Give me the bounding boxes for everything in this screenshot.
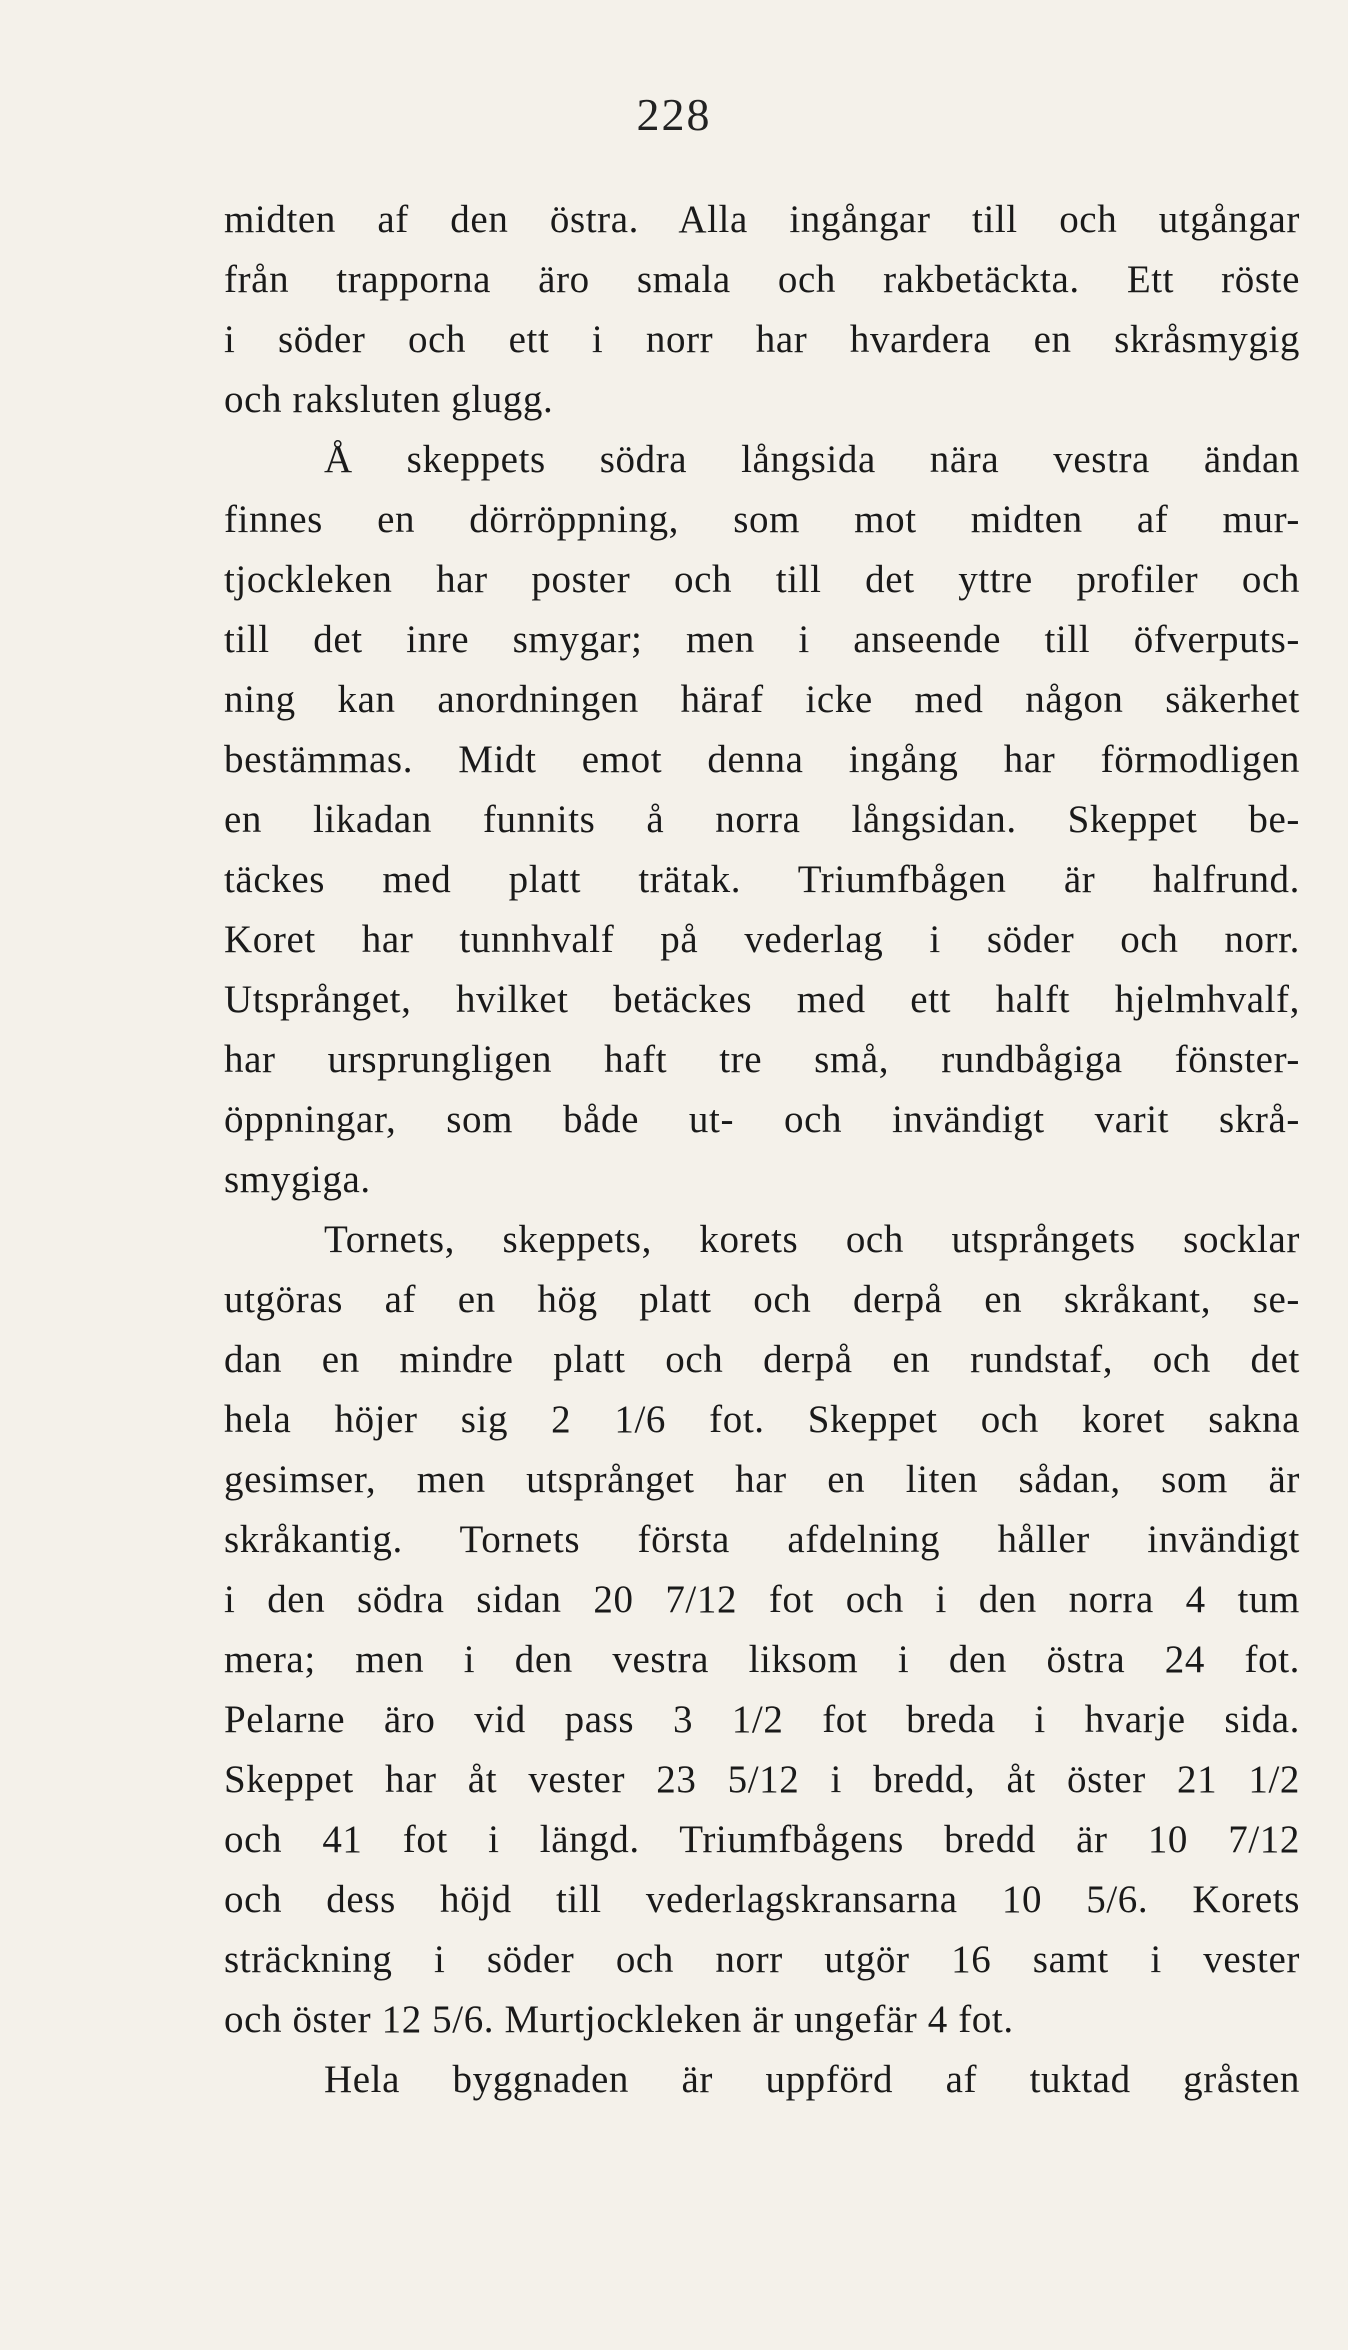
text-line: Pelarne äro vid pass 3 1/2 fot breda i hvarje sida. <box>224 1698 1300 1741</box>
text-line: Skeppet har åt vester 23 5/12 i bredd, åt öster 21 1/2 <box>224 1758 1300 1801</box>
text-line: och 41 fot i längd. Triumfbågens bredd är 10 7/12 <box>224 1818 1300 1861</box>
text-line: Koret har tunnhvalf på vederlag i söder och norr. <box>224 918 1300 961</box>
text-line: Tornets, skeppets, korets och utsprångets socklar <box>324 1218 1300 1261</box>
text-line: öppningar, som både ut- och invändigt varit skrå- <box>224 1098 1300 1141</box>
text-line: från trapporna äro smala och rakbetäckta. Ett röste <box>224 258 1300 301</box>
text-line: till det inre smygar; men i anseende till öfverputs- <box>224 618 1300 661</box>
text-line: och raksluten glugg. <box>224 378 554 421</box>
text-line: ning kan anordningen häraf icke med någon säkerhet <box>224 678 1300 721</box>
text-line: och öster 12 5/6. Murtjockleken är ungefär 4 fot. <box>224 1998 1014 2041</box>
body-text <box>224 190 1300 2110</box>
text-line: dan en mindre platt och derpå en rundstaf, och det <box>224 1338 1300 1381</box>
text-line: sträckning i söder och norr utgör 16 samt i vester <box>224 1938 1300 1981</box>
text-line: Utsprånget, hvilket betäckes med ett halft hjelmhvalf, <box>224 978 1300 1021</box>
text-line: hela höjer sig 2 1/6 fot. Skeppet och koret sakna <box>224 1398 1300 1441</box>
text-line: en likadan funnits å norra långsidan. Skeppet be- <box>224 798 1300 841</box>
text-line: gesimser, men utsprånget har en liten sådan, som är <box>224 1458 1300 1501</box>
text-line: Å skeppets södra långsida nära vestra ändan <box>324 438 1300 481</box>
text-line: utgöras af en hög platt och derpå en skråkant, se- <box>224 1278 1300 1321</box>
text-line: Hela byggnaden är uppförd af tuktad gråsten <box>324 2058 1300 2101</box>
page-number: 228 <box>636 89 712 140</box>
text-line: tjockleken har poster och till det yttre profiler och <box>224 558 1300 601</box>
text-line: midten af den östra. Alla ingångar till och utgångar <box>224 198 1300 241</box>
text-line: har ursprungligen haft tre små, rundbågiga fönster- <box>224 1038 1300 1081</box>
text-line: bestämmas. Midt emot denna ingång har förmodligen <box>224 738 1300 781</box>
text-line: finnes en dörröppning, som mot midten af mur- <box>224 498 1300 541</box>
text-line: i den södra sidan 20 7/12 fot och i den norra 4 tum <box>224 1578 1300 1621</box>
text-line: mera; men i den vestra liksom i den östra 24 fot. <box>224 1638 1300 1681</box>
text-line: smygiga. <box>224 1158 371 1201</box>
text-line: och dess höjd till vederlagskransarna 10 5/6. Korets <box>224 1878 1300 1921</box>
text-line: täckes med platt trätak. Triumfbågen är halfrund. <box>224 858 1300 901</box>
text-line: i söder och ett i norr har hvardera en skråsmygig <box>224 318 1300 361</box>
text-line: skråkantig. Tornets första afdelning håller invändigt <box>224 1518 1300 1561</box>
